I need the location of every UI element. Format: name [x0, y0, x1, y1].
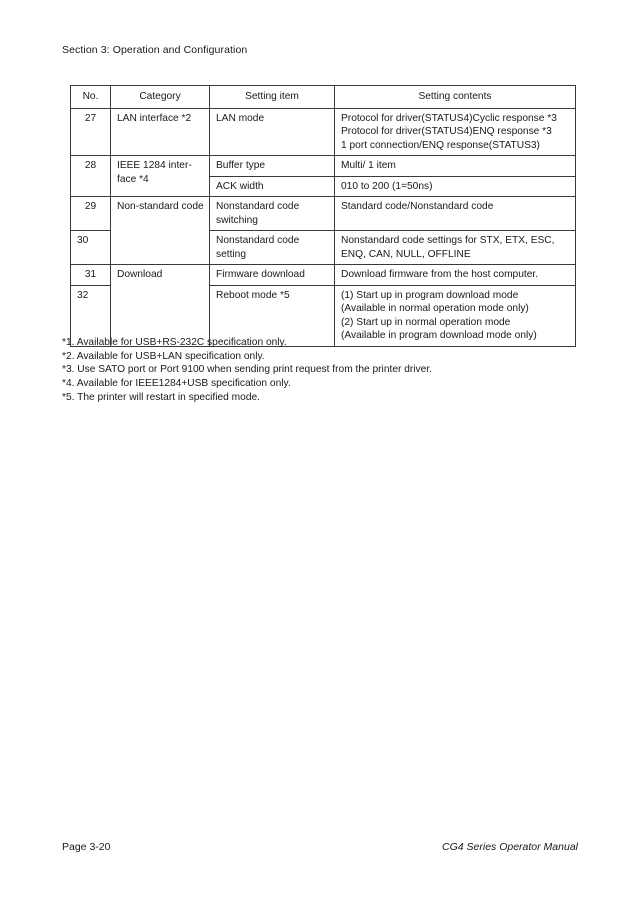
contents-line: (1) Start up in program download mode	[341, 289, 519, 301]
row-number: 27	[71, 108, 111, 156]
contents-line: (Available in normal operation mode only)	[341, 303, 529, 314]
contents-line: Nonstandard code settings for STX, ETX, ESC,	[341, 235, 555, 246]
page-header: Section 3: Operation and Configuration	[62, 44, 248, 56]
column-header-category: Category	[111, 86, 210, 109]
setting-item-line: switching	[216, 214, 258, 226]
category-line: face *4	[117, 173, 149, 185]
setting-item-line: Firmware download	[216, 269, 305, 280]
row-setting-contents	[335, 176, 576, 197]
setting-item-line: Nonstandard code	[216, 201, 300, 212]
footnotes	[62, 336, 432, 405]
column-header-no: No.	[71, 86, 111, 109]
row-setting-item	[210, 265, 335, 286]
contents-line: 010 to 200 (1=50ns)	[341, 180, 433, 192]
contents-line: Protocol for driver(STATUS4)Cyclic response *3	[341, 112, 557, 124]
row-category	[111, 108, 210, 156]
contents-line: Multi/ 1 item	[341, 160, 396, 171]
footnote-1: *1. Available for USB+RS-232C specification only.	[62, 337, 287, 348]
footnote-4: *4. Available for IEEE1284+USB specification only.	[62, 378, 291, 390]
settings-table	[70, 85, 576, 347]
setting-item-line: Nonstandard code	[216, 235, 300, 246]
footnote-3: *3. Use SATO port or Port 9100 when sending print request from the printer driver.	[62, 364, 432, 376]
row-category	[111, 197, 210, 265]
table-row	[71, 197, 576, 231]
category-line: Download	[117, 269, 163, 280]
page-number: Page 3-20	[62, 841, 111, 853]
category-line: LAN interface *2	[117, 112, 192, 124]
row-setting-item	[210, 231, 335, 265]
row-number: 30	[71, 231, 111, 265]
row-setting-contents	[335, 231, 576, 265]
contents-line: Protocol for driver(STATUS4)ENQ response *3	[341, 126, 552, 137]
setting-item-line: setting	[216, 248, 247, 260]
footnote-5: *5. The printer will restart in specified mode.	[62, 391, 260, 403]
row-setting-contents	[335, 108, 576, 156]
contents-line: Standard code/Nonstandard code	[341, 201, 494, 212]
row-setting-item	[210, 197, 335, 231]
row-setting-item	[210, 176, 335, 197]
contents-line: Download firmware from the host computer.	[341, 269, 539, 280]
row-number: 29	[71, 197, 111, 231]
table-row	[71, 156, 576, 177]
table-header-row	[71, 86, 576, 109]
row-category	[111, 265, 210, 347]
row-number: 32	[71, 285, 111, 346]
column-header-setting-item: Setting item	[210, 86, 335, 109]
contents-line: ENQ, CAN, NULL, OFFLINE	[341, 248, 471, 260]
table-row	[71, 108, 576, 156]
contents-line: (Available in program download mode only)	[341, 330, 537, 341]
setting-item-line: LAN mode	[216, 112, 265, 124]
contents-line: 1 port connection/ENQ response(STATUS3)	[341, 139, 540, 151]
setting-item-line: ACK width	[216, 180, 264, 192]
row-setting-item	[210, 156, 335, 177]
setting-item-line: Reboot mode *5	[216, 289, 290, 301]
row-number: 31	[71, 265, 111, 286]
category-line: IEEE 1284 inter-	[117, 160, 192, 171]
column-header-setting-contents: Setting contents	[335, 86, 576, 109]
category-line: Non-standard code	[117, 201, 204, 212]
row-setting-item	[210, 108, 335, 156]
row-number: 28	[71, 156, 111, 197]
row-setting-contents	[335, 156, 576, 177]
row-category	[111, 156, 210, 197]
row-setting-contents	[335, 197, 576, 231]
footnote-2: *2. Available for USB+LAN specification only.	[62, 350, 265, 362]
manual-title: CG4 Series Operator Manual	[442, 841, 578, 853]
table-row	[71, 265, 576, 286]
contents-line: (2) Start up in normal operation mode	[341, 316, 511, 328]
row-setting-contents	[335, 265, 576, 286]
setting-item-line: Buffer type	[216, 160, 266, 171]
